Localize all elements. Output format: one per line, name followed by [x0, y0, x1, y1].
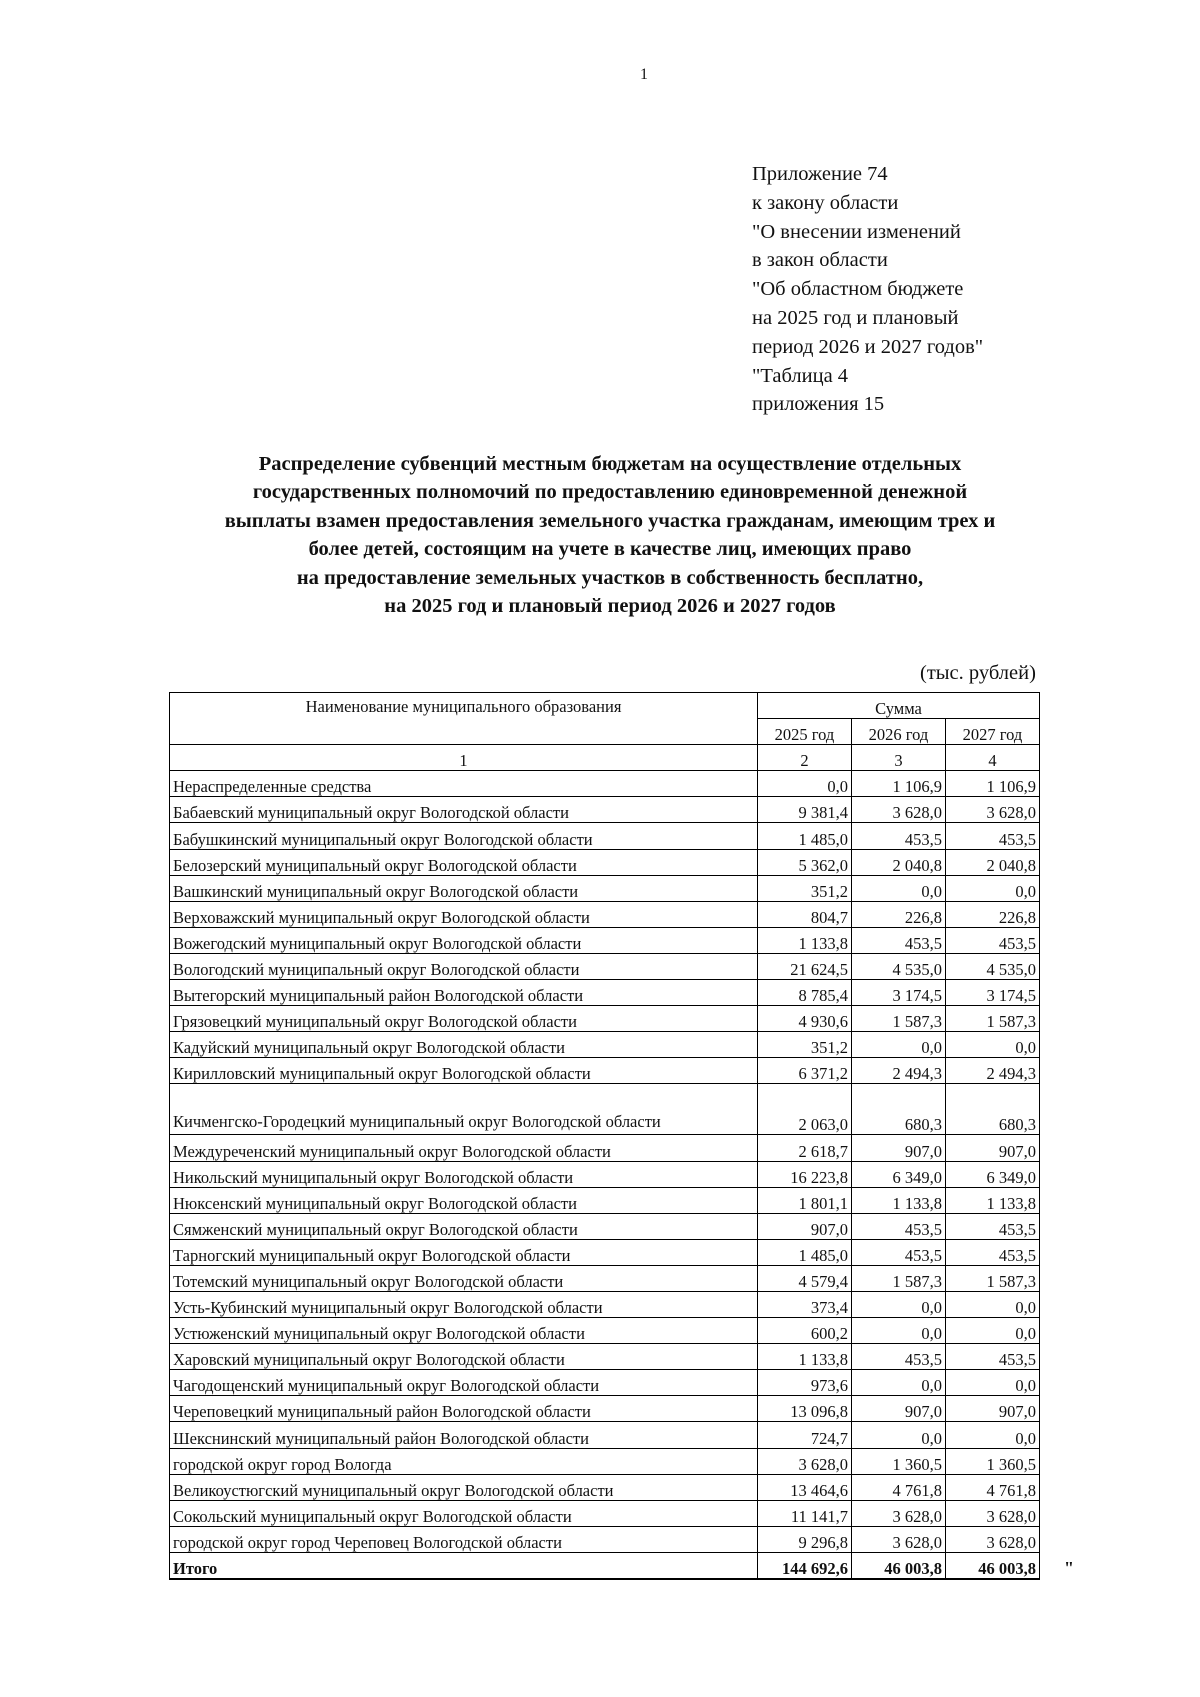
- table-row: [170, 823, 1040, 849]
- name-column-header: Наименование муниципального образования: [170, 693, 758, 745]
- amount-2025: 3 628,0: [758, 1448, 852, 1474]
- amount-2025: 373,4: [758, 1291, 852, 1317]
- municipality-name: Итого: [170, 1552, 758, 1579]
- amount-2025: 724,7: [758, 1422, 852, 1448]
- table-row: [170, 1135, 1040, 1161]
- municipality-name: Сямженский муниципальный округ Вологодской области: [170, 1213, 758, 1239]
- amount-2025: 804,7: [758, 901, 852, 927]
- municipality-name: Нераспределенные средства: [170, 771, 758, 797]
- table-row: [170, 1422, 1040, 1448]
- table-row: [170, 901, 1040, 927]
- municipality-name: Кадуйский муниципальный округ Вологодской области: [170, 1032, 758, 1058]
- amount-2027: 453,5: [946, 1344, 1040, 1370]
- title-line: выплаты взамен предоставления земельного участка гражданам, имеющим трех и: [224, 509, 996, 532]
- amount-2026: 0,0: [852, 875, 946, 901]
- amount-2025: 8 785,4: [758, 980, 852, 1006]
- amount-2025: 907,0: [758, 1213, 852, 1239]
- amount-2027: 2 040,8: [946, 849, 1040, 875]
- amount-2026: 1 106,9: [852, 771, 946, 797]
- amount-2026: 3 628,0: [852, 797, 946, 823]
- amount-2025: 11 141,7: [758, 1500, 852, 1526]
- table-row: [170, 1526, 1040, 1552]
- amount-2027: 453,5: [946, 823, 1040, 849]
- column-number: 4: [946, 745, 1040, 771]
- municipality-name: Никольский муниципальный округ Вологодской области: [170, 1161, 758, 1187]
- amount-2025: 9 296,8: [758, 1526, 852, 1552]
- amount-2026: 680,3: [852, 1084, 946, 1135]
- amount-2025: 600,2: [758, 1318, 852, 1344]
- amount-2027: 0,0: [946, 1291, 1040, 1317]
- amount-2026: 907,0: [852, 1396, 946, 1422]
- amount-2027: 1 133,8: [946, 1187, 1040, 1213]
- amount-2025: 13 096,8: [758, 1396, 852, 1422]
- municipality-name: Вашкинский муниципальный округ Вологодской области: [170, 875, 758, 901]
- amount-2025: 973,6: [758, 1370, 852, 1396]
- amount-2026: 4 761,8: [852, 1474, 946, 1500]
- appendix-line: к закону области: [752, 191, 899, 214]
- table-row: [170, 1161, 1040, 1187]
- amount-2026: 0,0: [852, 1370, 946, 1396]
- table-row: [170, 1448, 1040, 1474]
- table-row: [170, 1213, 1040, 1239]
- table-row: [170, 1265, 1040, 1291]
- amount-2026: 453,5: [852, 1239, 946, 1265]
- page-number: 1: [640, 66, 648, 83]
- amount-2025: 144 692,6: [758, 1552, 852, 1579]
- table-row: [170, 875, 1040, 901]
- municipality-name: Харовский муниципальный округ Вологодской области: [170, 1344, 758, 1370]
- amount-2026: 0,0: [852, 1291, 946, 1317]
- table-row: [170, 927, 1040, 953]
- amount-2026: 0,0: [852, 1032, 946, 1058]
- appendix-line: Приложение 74: [752, 163, 888, 185]
- amount-2025: 1 485,0: [758, 823, 852, 849]
- amount-2026: 6 349,0: [852, 1161, 946, 1187]
- amount-2025: 351,2: [758, 875, 852, 901]
- table-row: [170, 1058, 1040, 1084]
- amount-2025: 21 624,5: [758, 953, 852, 979]
- table-row: [170, 1187, 1040, 1213]
- appendix-line: приложения 15: [752, 393, 885, 416]
- table-row: [170, 1032, 1040, 1058]
- table-row: [170, 1291, 1040, 1317]
- municipality-name: Верховажский муниципальный округ Вологодской области: [170, 901, 758, 927]
- appendix-line: "Таблица 4: [752, 364, 849, 387]
- amount-2026: 1 360,5: [852, 1448, 946, 1474]
- appendix-line: "Об областном бюджете: [752, 278, 964, 301]
- amount-2026: 1 587,3: [852, 1265, 946, 1291]
- municipality-name: Нюксенский муниципальный округ Вологодской области: [170, 1187, 758, 1213]
- municipality-name: Кирилловский муниципальный округ Вологодской области: [170, 1058, 758, 1084]
- column-number: 2: [758, 745, 852, 771]
- amount-2027: 453,5: [946, 1213, 1040, 1239]
- table-body: [170, 771, 1040, 1579]
- table-row: [170, 1474, 1040, 1500]
- amount-2025: 351,2: [758, 1032, 852, 1058]
- municipality-name: Кичменгско-Городецкий муниципальный округ Вологодской области: [170, 1084, 758, 1135]
- amount-2025: 1 485,0: [758, 1239, 852, 1265]
- appendix-line: на 2025 год и плановый: [752, 306, 959, 329]
- amount-2027: 0,0: [946, 875, 1040, 901]
- amount-2025: 2 063,0: [758, 1084, 852, 1135]
- title-line: более детей, состоящим на учете в качестве лиц, имеющих право: [308, 538, 912, 561]
- amount-2027: 0,0: [946, 1422, 1040, 1448]
- subsidy-table: [169, 692, 1040, 1580]
- closing-quote: ": [1064, 1558, 1074, 1578]
- amount-2026: 226,8: [852, 901, 946, 927]
- table-row: [170, 980, 1040, 1006]
- municipality-name: Вожегодский муниципальный округ Вологодской области: [170, 927, 758, 953]
- municipality-name: Междуреченский муниципальный округ Вологодской области: [170, 1135, 758, 1161]
- amount-2027: 0,0: [946, 1370, 1040, 1396]
- appendix-header: [752, 160, 983, 419]
- amount-2026: 3 628,0: [852, 1500, 946, 1526]
- amount-2027: 680,3: [946, 1084, 1040, 1135]
- amount-2025: 0,0: [758, 771, 852, 797]
- table-row: [170, 1084, 1040, 1135]
- amount-2026: 1 587,3: [852, 1006, 946, 1032]
- municipality-name: Череповецкий муниципальный район Вологодской области: [170, 1396, 758, 1422]
- amount-2027: 0,0: [946, 1032, 1040, 1058]
- amount-2026: 453,5: [852, 823, 946, 849]
- year-header-2025: 2025 год: [758, 719, 852, 745]
- units-label: (тыс. рублей): [920, 662, 1036, 684]
- amount-2026: 3 174,5: [852, 980, 946, 1006]
- amount-2025: 4 930,6: [758, 1006, 852, 1032]
- amount-2027: 46 003,8: [946, 1552, 1040, 1579]
- amount-2026: 3 628,0: [852, 1526, 946, 1552]
- title-line: Распределение субвенций местным бюджетам на осуществление отдельных: [258, 453, 962, 475]
- amount-2027: 1 587,3: [946, 1006, 1040, 1032]
- table-row: [170, 1396, 1040, 1422]
- table-row: [170, 1318, 1040, 1344]
- table-row: [170, 1239, 1040, 1265]
- municipality-name: Бабаевский муниципальный округ Вологодской области: [170, 797, 758, 823]
- table-row: [170, 797, 1040, 823]
- amount-2027: 907,0: [946, 1396, 1040, 1422]
- amount-2026: 453,5: [852, 927, 946, 953]
- amount-2027: 907,0: [946, 1135, 1040, 1161]
- amount-2027: 6 349,0: [946, 1161, 1040, 1187]
- municipality-name: Вытегорский муниципальный район Вологодской области: [170, 980, 758, 1006]
- amount-2025: 2 618,7: [758, 1135, 852, 1161]
- amount-2027: 453,5: [946, 1239, 1040, 1265]
- table-row: [170, 1344, 1040, 1370]
- amount-2026: 46 003,8: [852, 1552, 946, 1579]
- amount-2025: 13 464,6: [758, 1474, 852, 1500]
- year-header-2027: 2027 год: [946, 719, 1040, 745]
- municipality-name: Усть-Кубинский муниципальный округ Вологодской области: [170, 1291, 758, 1317]
- municipality-name: городской округ город Вологда: [170, 1448, 758, 1474]
- municipality-name: Устюженский муниципальный округ Вологодской области: [170, 1318, 758, 1344]
- municipality-name: Тарногский муниципальный округ Вологодской области: [170, 1239, 758, 1265]
- amount-2027: 1 587,3: [946, 1265, 1040, 1291]
- document-title: [120, 450, 1100, 620]
- table-row: [170, 849, 1040, 875]
- amount-2027: 3 628,0: [946, 797, 1040, 823]
- amount-2026: 2 040,8: [852, 849, 946, 875]
- municipality-name: Шекснинский муниципальный район Вологодской области: [170, 1422, 758, 1448]
- municipality-name: Тотемский муниципальный округ Вологодской области: [170, 1265, 758, 1291]
- amount-2027: 1 106,9: [946, 771, 1040, 797]
- year-header-2026: 2026 год: [852, 719, 946, 745]
- amount-2027: 453,5: [946, 927, 1040, 953]
- amount-2026: 0,0: [852, 1318, 946, 1344]
- appendix-line: "О внесении изменений: [752, 220, 961, 243]
- amount-2027: 226,8: [946, 901, 1040, 927]
- amount-2026: 907,0: [852, 1135, 946, 1161]
- amount-2025: 16 223,8: [758, 1161, 852, 1187]
- amount-2027: 1 360,5: [946, 1448, 1040, 1474]
- amount-2027: 3 628,0: [946, 1526, 1040, 1552]
- amount-2025: 1 801,1: [758, 1187, 852, 1213]
- appendix-line: в закон области: [752, 249, 888, 272]
- amount-2027: 2 494,3: [946, 1058, 1040, 1084]
- table-row: [170, 771, 1040, 797]
- amount-2027: 3 174,5: [946, 980, 1040, 1006]
- amount-2025: 5 362,0: [758, 849, 852, 875]
- table-row: [170, 953, 1040, 979]
- amount-2027: 4 761,8: [946, 1474, 1040, 1500]
- amount-2025: 1 133,8: [758, 1344, 852, 1370]
- municipality-name: Белозерский муниципальный округ Вологодской области: [170, 849, 758, 875]
- amount-2026: 4 535,0: [852, 953, 946, 979]
- total-row: [170, 1552, 1040, 1579]
- amount-2026: 453,5: [852, 1213, 946, 1239]
- municipality-name: Бабушкинский муниципальный округ Вологодской области: [170, 823, 758, 849]
- amount-2026: 453,5: [852, 1344, 946, 1370]
- municipality-name: Чагодощенский муниципальный округ Вологодской области: [170, 1370, 758, 1396]
- amount-2026: 1 133,8: [852, 1187, 946, 1213]
- title-line: государственных полномочий по предоставлению единовременной денежной: [252, 481, 968, 504]
- amount-2026: 0,0: [852, 1422, 946, 1448]
- table-row: [170, 1500, 1040, 1526]
- amount-2027: 3 628,0: [946, 1500, 1040, 1526]
- appendix-line: период 2026 и 2027 годов": [752, 335, 984, 358]
- table-row: [170, 1370, 1040, 1396]
- table-row: [170, 1006, 1040, 1032]
- amount-2025: 9 381,4: [758, 797, 852, 823]
- municipality-name: городской округ город Череповец Вологодской области: [170, 1526, 758, 1552]
- title-line: на предоставление земельных участков в собственность бесплатно,: [296, 566, 924, 589]
- amount-2025: 4 579,4: [758, 1265, 852, 1291]
- amount-2025: 6 371,2: [758, 1058, 852, 1084]
- amount-2025: 1 133,8: [758, 927, 852, 953]
- municipality-name: Вологодский муниципальный округ Вологодской области: [170, 953, 758, 979]
- column-number: 3: [852, 745, 946, 771]
- sum-column-header: Сумма: [758, 693, 1040, 719]
- municipality-name: Грязовецкий муниципальный округ Вологодской области: [170, 1006, 758, 1032]
- municipality-name: Великоустюгский муниципальный округ Вологодской области: [170, 1474, 758, 1500]
- title-line: на 2025 год и плановый период 2026 и 2027 годов: [384, 595, 836, 618]
- amount-2026: 2 494,3: [852, 1058, 946, 1084]
- amount-2027: 4 535,0: [946, 953, 1040, 979]
- amount-2027: 0,0: [946, 1318, 1040, 1344]
- column-number: 1: [170, 745, 758, 771]
- municipality-name: Сокольский муниципальный округ Вологодской области: [170, 1500, 758, 1526]
